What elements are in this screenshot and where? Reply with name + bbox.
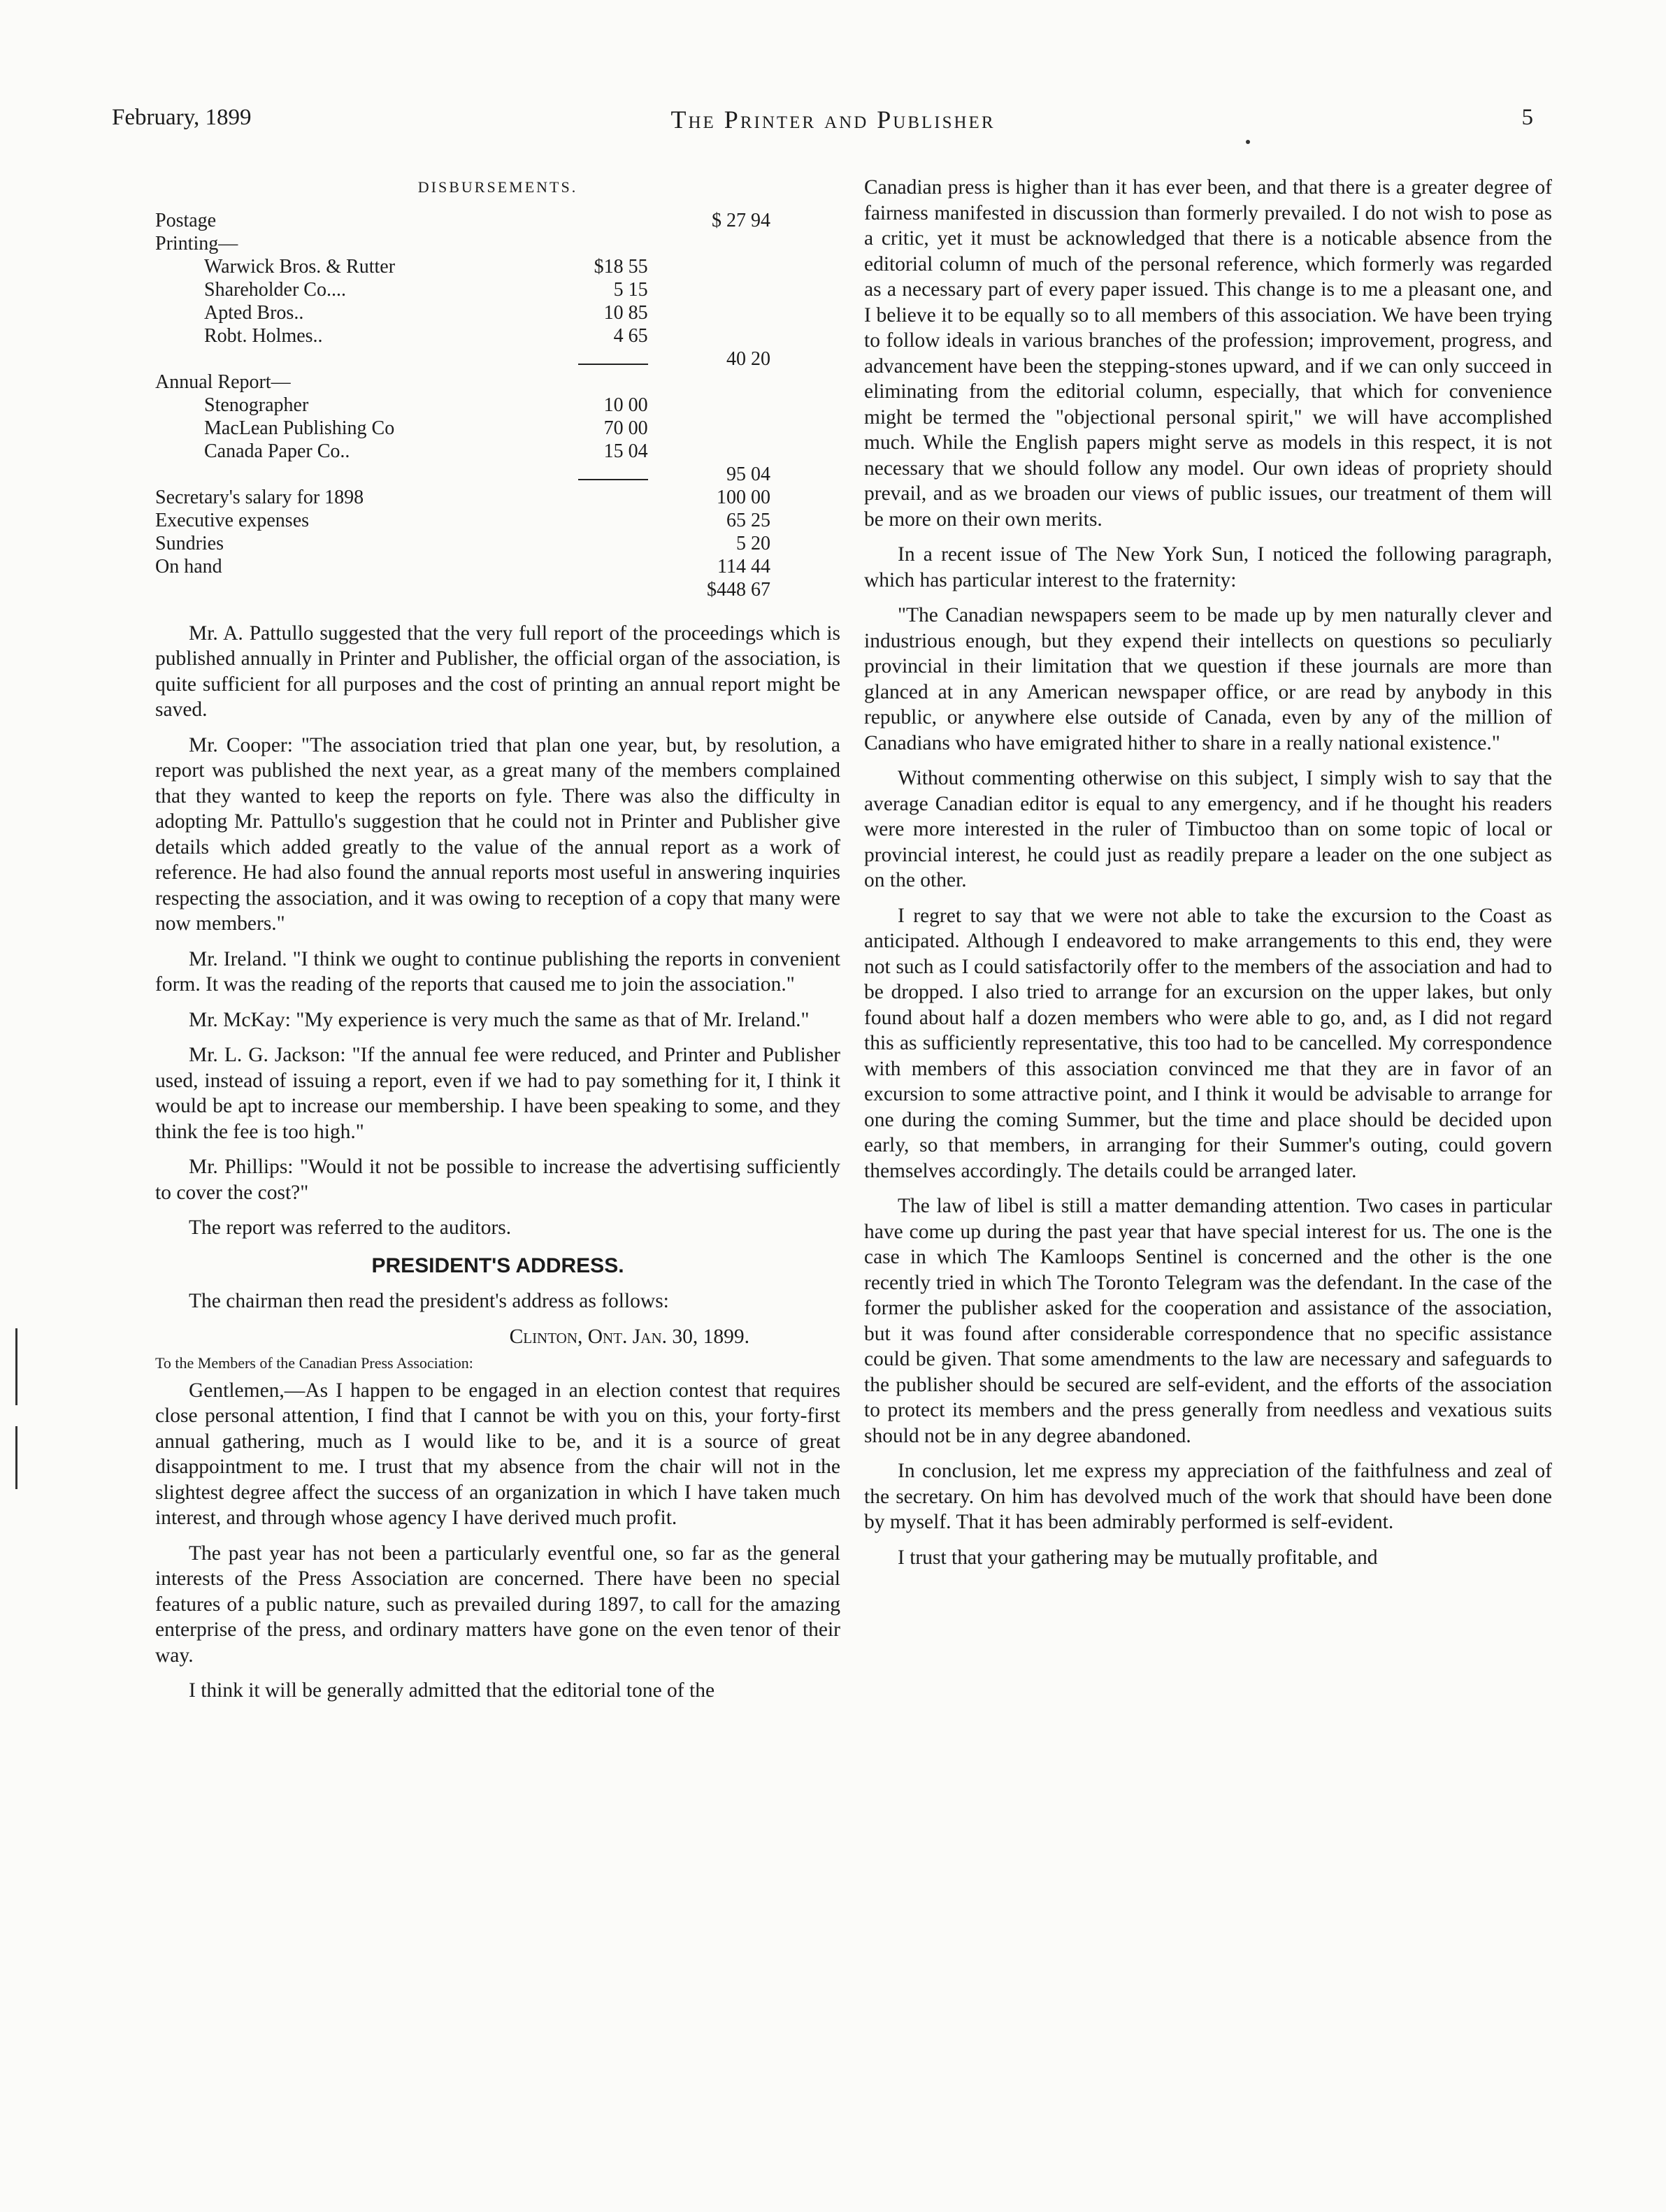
paragraph: Mr. Phillips: "Would it not be possible to increase the advertising sufficiently to cover the cost?" (155, 1156, 840, 1204)
ledger-row (155, 209, 770, 232)
ledger-amount: 70 00 (603, 417, 648, 439)
ledger-label: Printing— (155, 232, 238, 254)
ledger-label: MacLean Publishing Co (204, 417, 395, 439)
paragraph: In conclusion, let me express my appreciation of the faithfulness and zeal of the secretary. On him has devolved much of the work that should have been done by myself. That it has been admirably performed is self-evident. (864, 1460, 1552, 1533)
ledger-row (155, 486, 770, 509)
section-heading: PRESIDENT'S ADDRESS. (371, 1254, 624, 1277)
paragraph: Mr. A. Pattullo suggested that the very full report of the proceedings which is published annually in Printer and Publisher, the official organ of the association, is quite sufficient for all purposes and the cost of printing an annual report might be saved. (155, 622, 840, 721)
issue-date: February, 1899 (112, 105, 252, 130)
paragraph: The report was referred to the auditors. (189, 1216, 512, 1239)
ledger-row (155, 371, 770, 394)
page-number: 5 (1521, 105, 1533, 130)
page-header (0, 105, 1666, 147)
ledger-amount: 100 00 (717, 486, 770, 508)
ledger-row (155, 394, 770, 417)
grand-total: $448 67 (707, 578, 770, 601)
ledger-amount: 40 20 (726, 347, 770, 370)
ledger-label: Robt. Holmes.. (204, 324, 323, 347)
paragraph: Without commenting otherwise on this subject, I simply wish to say that the average Canadian editor is equal to any emergency, and if he thought his readers were more interested in the ruler of Timbuctoo than on some topic of local or provincial interest, he could just as readily prepare a leader on the one subject as on the other. (864, 767, 1552, 891)
ledger-row (155, 463, 770, 486)
ledger-row (155, 555, 770, 578)
dateline: Clinton, Ont. Jan. 30, 1899. (509, 1325, 749, 1348)
print-speck (1246, 140, 1250, 144)
ledger-label: Canada Paper Co.. (204, 440, 350, 462)
paragraph: The past year has not been a particularly eventful one, so far as the general interests of the Press Association are concerned. There have been no special features of a public nature, such as prevailed during 1897, to call for the amazing enterprise of the press, and ordinary matters have gone on the even tenor of their way. (155, 1542, 840, 1667)
ledger-label: Apted Bros.. (204, 301, 304, 324)
ledger-row (155, 324, 770, 347)
ledger-label: Warwick Bros. & Rutter (204, 255, 396, 278)
ledger-amount: 114 44 (717, 555, 770, 577)
ledger-label: Annual Report— (155, 371, 291, 393)
paragraph: I think it will be generally admitted that the editorial tone of the (189, 1679, 715, 1702)
ledger-row (155, 417, 770, 440)
margin-mark (15, 1426, 17, 1489)
ledger-amount: 95 04 (726, 463, 770, 485)
paragraph: Mr. Ireland. "I think we ought to continue publishing the reports in convenient form. It was the reading of the reports that caused me to join the association." (155, 947, 840, 996)
ledger-amount: 4 65 (613, 324, 648, 347)
ledger-row (155, 347, 770, 371)
paragraph: Mr. Cooper: "The association tried that plan one year, but, by resolution, a report was published the next year, as a great many of the members complained that they wanted to keep the reports on fyle. There was also the difficulty in adopting Mr. Pattullo's suggestion that he could not in Printer and Publisher give details which added greatly to the value of the annual report as a work of reference. He had also found the annual reports most useful in answering inquiries respecting the association, and it was owing to reception of a copy that many were now members." (155, 733, 840, 935)
ledger-amount: 65 25 (726, 509, 770, 531)
ledger-label: Postage (155, 209, 217, 231)
paragraph: Mr. L. G. Jackson: "If the annual fee were reduced, and Printer and Publisher used, instead of issuing a report, even if we had to pay something for it, I think it would be apt to increase our membership. I have been speaking to some, and they think the fee is too high." (155, 1044, 840, 1143)
paragraph: I trust that your gathering may be mutually profitable, and (898, 1546, 1378, 1569)
publication-title: The Printer and Publisher (670, 106, 996, 134)
paragraph: I regret to say that we were not able to take the excursion to the Coast as anticipated. Although I endeavored to make arrangements to this end, they were not such as I could satisfactorily offer to the members of the association and had to be dropped. I also tried to arrange for an excursion on the upper lakes, but only found about half a dozen members who were able to go, and, as I did not regard this as sufficiently representative, this too had to be cancelled. My correspondence with members of this association convinced me that they are in favor of an excursion to some attractive point, and I think it would be advisable to arrange for one during the coming Summer, but the time and place should be decided upon early, so that members, in arranging for their Summer's outing, could govern themselves accordingly. The details could be arranged later. (864, 904, 1552, 1182)
ledger-row (155, 255, 770, 278)
paragraph: Canadian press is higher than it has ever been, and that there is a greater degree of fairness manifested in discussion than formerly prevailed. I do not wish to pose as a critic, yet it must be acknowledged that there is a noticable absence from the editorial column of much of the personal reference, which formerly was regarded as a necessary part of every paper issued. This change is to me a pleasant one, and I believe it to be equally so to all members of this association. We have been trying to follow ideals in various branches of the profession; improvement, progress, and advancement have been the stepping-stones upward, and if we can only succeed in eliminating from the editorial column, especially, that which for convenience might be termed the "objectional personal spirit," we will have accomplished much. While the English papers might serve as models in this respect, it is not necessary that we should follow any model. Our own ideas of propriety should prevail, and as we broaden our views of public issues, our treatment of them will be more on their own merits. (864, 176, 1552, 531)
margin-mark (15, 1328, 17, 1405)
paragraph: Mr. McKay: "My experience is very much the same as that of Mr. Ireland." (189, 1008, 810, 1031)
paragraph: The chairman then read the president's address as follows: (189, 1290, 669, 1312)
ledger-row (155, 440, 770, 463)
ledger-amount: 5 15 (613, 278, 648, 301)
ledger-amount: 5 20 (736, 532, 770, 554)
ledger-amount: 15 04 (603, 440, 648, 462)
paragraph: Gentlemen,—As I happen to be engaged in an election contest that requires close personal attention, I find that I cannot be with you on this, your forty-first annual gathering, much as I would like to be, and it is a source of great disappointment to me. I trust that my absence from the chair will not in the slightest degree affect the success of an organization in which I have taken much interest, and through whose agency I have derived much profit. (155, 1379, 840, 1529)
ledger-row (155, 301, 770, 324)
paragraph: In a recent issue of The New York Sun, I noticed the following paragraph, which has particular interest to the fraternity: (864, 543, 1552, 591)
right-column (864, 175, 1552, 1580)
subtotal-rule (578, 364, 648, 365)
ledger-row (155, 232, 770, 255)
paragraph: The law of libel is still a matter demanding attention. Two cases in particular have come up during the past year that have special interest for us. The one is the case in which The Kamloops Sentinel is concerned and the other is the one recently tried in which The Toronto Telegram was the defendant. In the case of the former the publisher asked for the cooperation and assistance of the association, but it was found after considerable correspondence that no specific assistance could be given. That some amendments to the law are necessary and safeguards to the publisher should be secured are self-evident, and the efforts of the association to protect its members and the press generally from needless and vexatious suits should not be in any degree abandoned. (864, 1195, 1552, 1447)
ledger-row (155, 532, 770, 555)
ledger-amount: $ 27 94 (712, 209, 770, 231)
ledger-amount: 10 00 (603, 394, 648, 416)
ledger-label: Secretary's salary for 1898 (155, 486, 364, 508)
quoted-paragraph: "The Canadian newspapers seem to be made up by men naturally clever and industrious enough, but they expend their intellects on questions so peculiarly provincial in their limitation that we question if these journals are more than glanced at in any American newspaper office, or are read by anybody in this republic, or anywhere else outside of Canada, even by any of the million of Canadians who have emigrated hither to share in a really national existence." (864, 604, 1552, 754)
ledger-row (155, 578, 770, 601)
subtotal-rule (578, 479, 648, 480)
ledger-amount: 10 85 (603, 301, 648, 324)
ledger-row (155, 278, 770, 301)
salutation: To the Members of the Canadian Press Association: (155, 1354, 473, 1372)
ledger-row (155, 509, 770, 532)
ledger-label: On hand (155, 555, 222, 577)
ledger-amount: $18 55 (594, 255, 648, 278)
ledger-label: Sundries (155, 532, 224, 554)
disbursements-table (155, 209, 770, 601)
ledger-label: Executive expenses (155, 509, 310, 531)
left-column (155, 175, 840, 1714)
ledger-label: Stenographer (204, 394, 309, 416)
ledger-label: Shareholder Co.... (204, 278, 346, 301)
disbursements-title: DISBURSEMENTS. (417, 178, 578, 196)
